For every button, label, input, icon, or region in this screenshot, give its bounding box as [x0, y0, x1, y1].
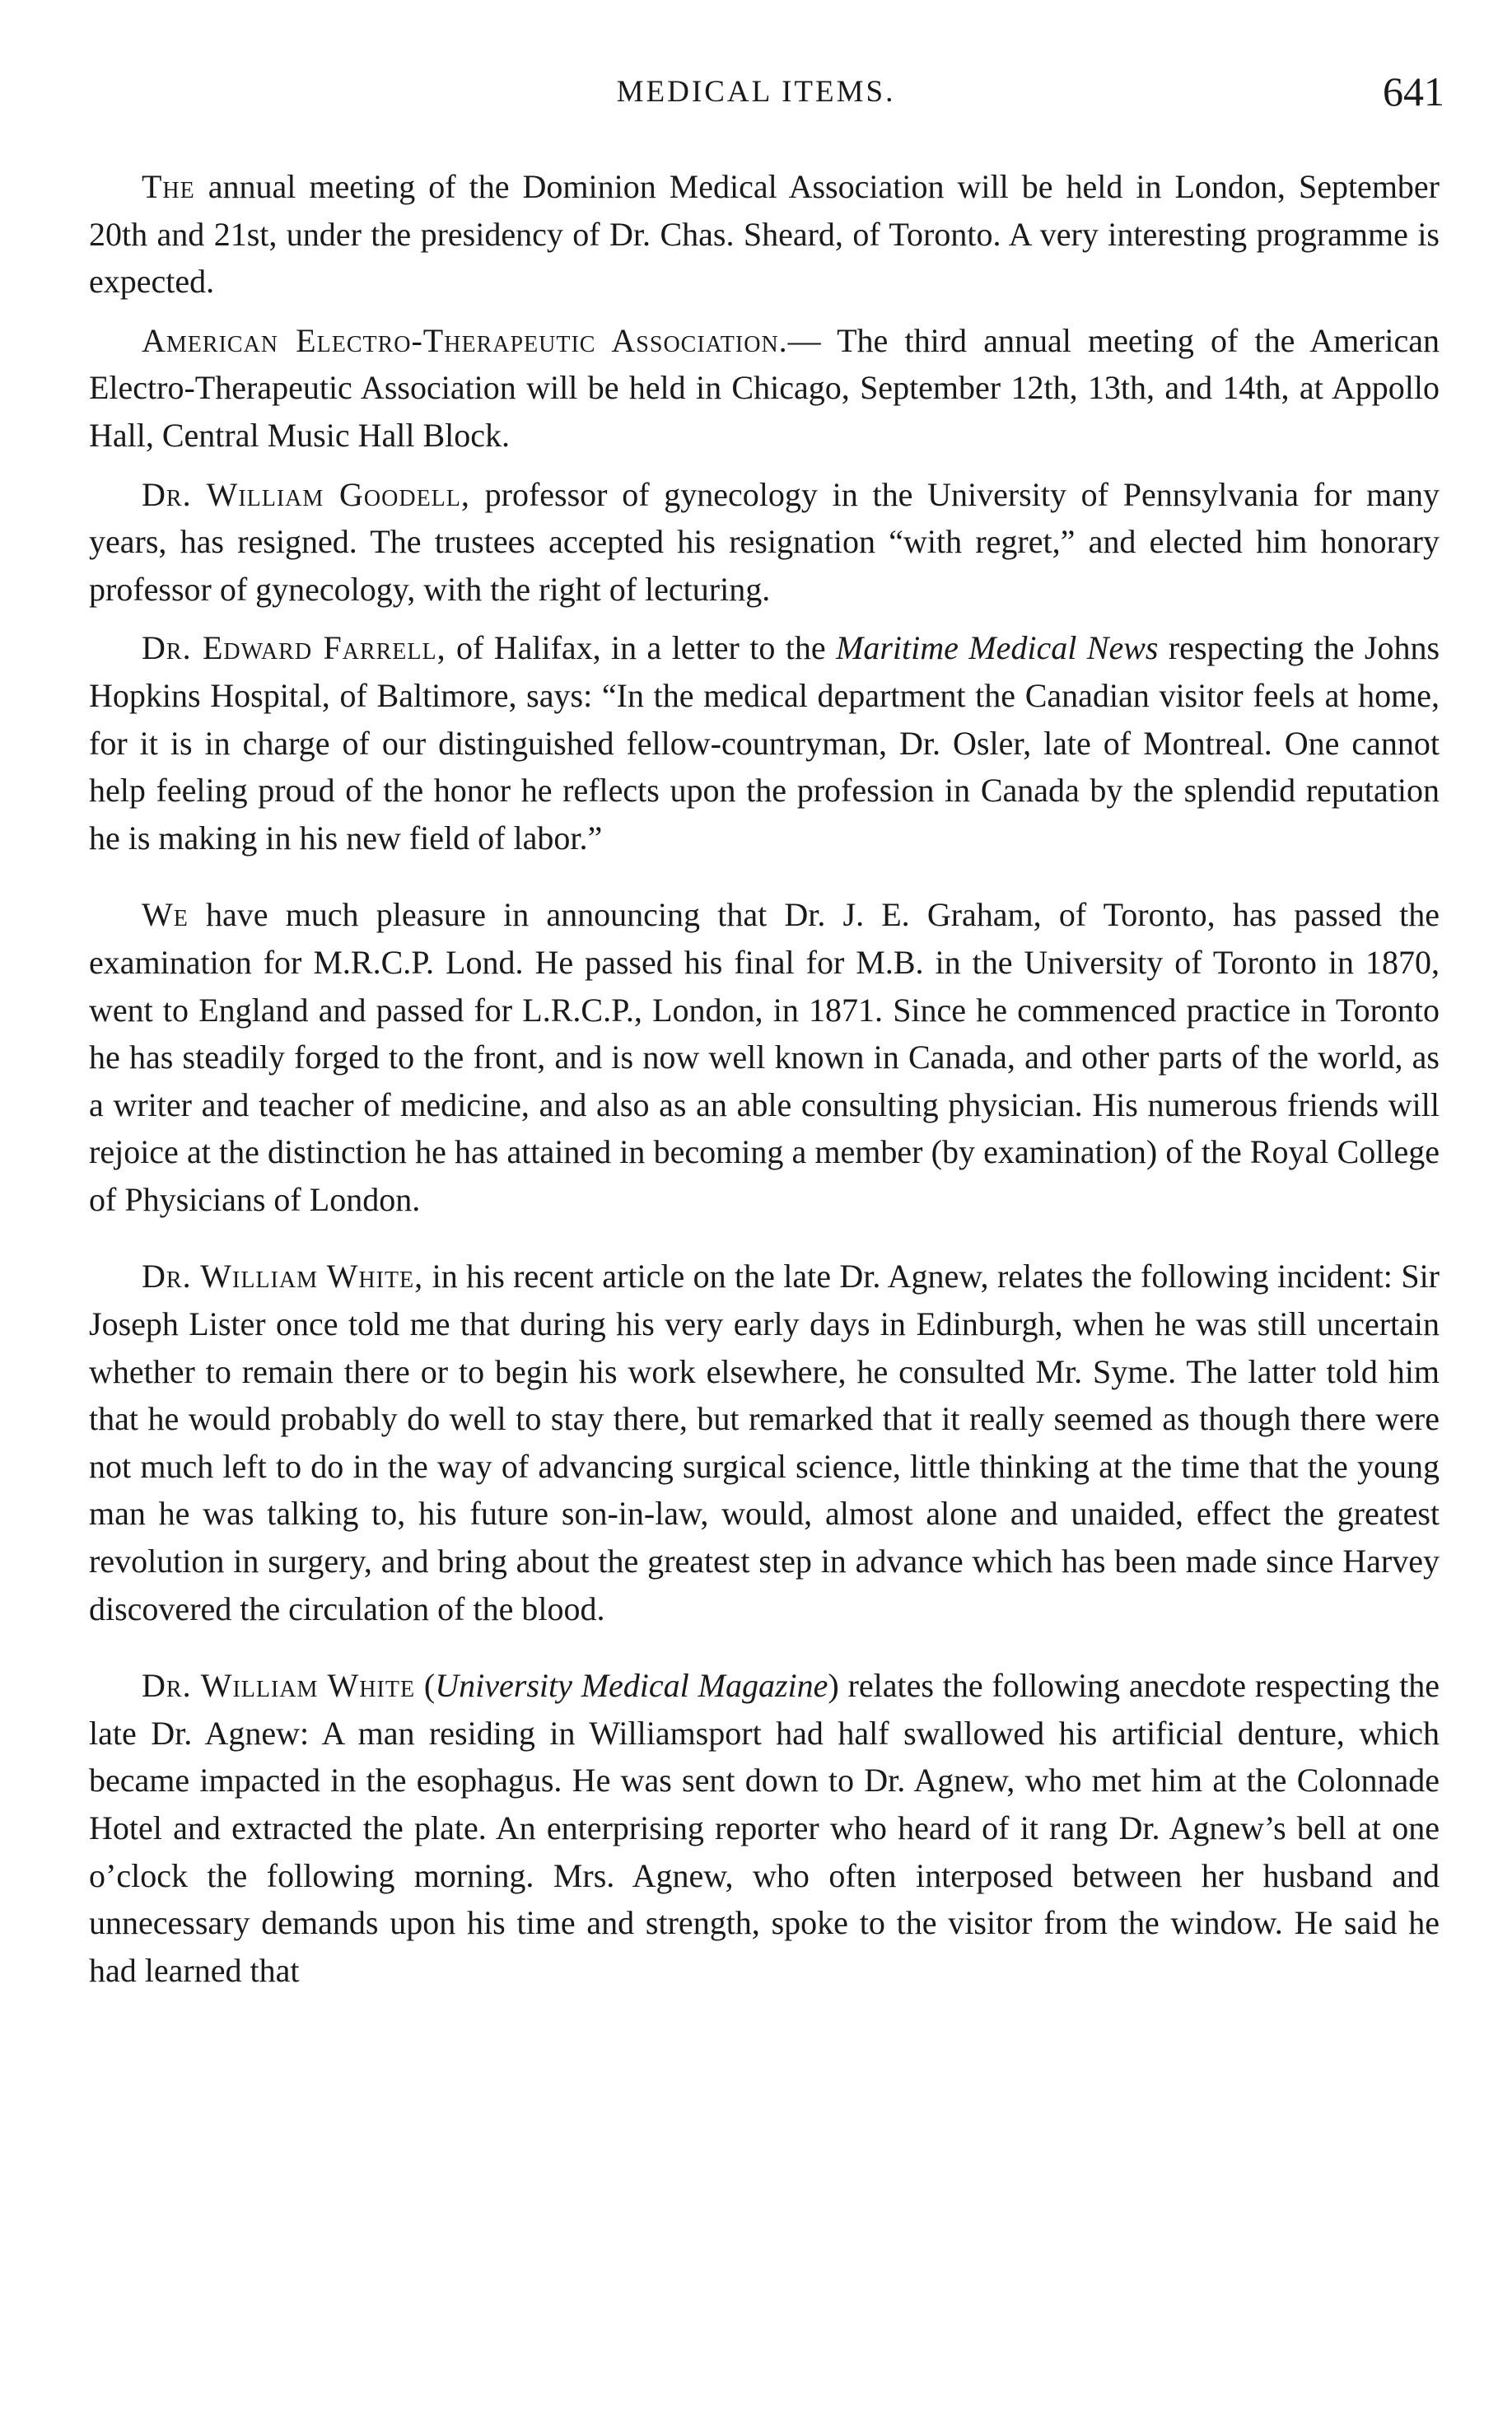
paragraph-dominion-meeting: [89, 163, 1440, 306]
paragraph-goodell: [89, 471, 1440, 614]
paragraph-lead: The: [142, 168, 195, 205]
body-text: [89, 163, 1440, 1994]
paragraph-text: of Halifax, in a letter to the: [446, 629, 837, 667]
paragraph-lead: We: [142, 896, 189, 934]
paragraph-text: have much pleasure in announcing that Dr. J. E. Graham, of Toronto, has passed the examination for M.R.C.P. Lond. He passed his final for M.B. in the University of Toronto in 1870, went to England and passed for L.R.C.P., London, in 1871. Since he commenced practice in Toronto he has steadily forged to the front, and is now well known in Canada, and other parts of the world, as a writer and teacher of medicine, and also as an able consulting physician. His numerous friends will rejoice at the distinction he has attained in becoming a member (by examination) of the Royal College of Physicians of London.: [89, 896, 1440, 1218]
paragraph-farrell: [89, 624, 1440, 861]
paragraph-text: professor of gynecology in the University of Pennsylvania for many years, has resigned. The trustees accepted his resignation “with regret,” and elected him honorary professor of gynecology, with the right of lecturing.: [89, 475, 1440, 608]
paragraph-text: in his recent article on the late Dr. Agnew, relates the following incident: Sir Joseph Lister once told me that during his very early days in Edinburgh, when he was still uncertain whether to remain there or to begin his work elsewhere, he consulted Mr. Syme. The latter told him that he would probably do well to stay there, but remarked that it really seemed as though there were not much left to do in the way of advancing surgical science, little thinking at the time that the young man he was talking to, his future son-in-law, would, almost alone and unaided, effect the greatest revolution in surgery, and bring about the greatest step in advance which has been made since Harvey discovered the circulation of the blood.: [89, 1258, 1440, 1627]
paragraph-lead: Dr. Edward Farrell,: [142, 629, 446, 667]
paragraph-lead: Dr. William White,: [142, 1258, 424, 1295]
paragraph-text: annual meeting of the Dominion Medical Association will be held in London, September 20th and 21st, under the presidency of Dr. Chas. Sheard, of Toronto. A very interesting programme is expected.: [89, 168, 1440, 301]
journal-title: Maritime Medical News: [836, 629, 1159, 667]
paragraph-graham: [89, 891, 1440, 1223]
paragraph-lead: American Electro-Therapeutic Association.: [142, 321, 788, 359]
paragraph-text: respecting the Johns Hopkins Hospital, of Baltimore, says: “In the medical department the Canadian visitor feels at home, for it is in charge of our distinguished fellow-countryman, Dr. Osler, late of Montreal. One cannot help feeling proud of the honor he reflects upon the profession in Canada by the splendid reputation he is making in his new field of labor.”: [89, 629, 1440, 857]
paragraph-text: — The third annual meeting of the American Electro-Therapeutic Association will be held in Chicago, September 12th, 13th, and 14th, at Appollo Hall, Central Music Hall Block.: [89, 321, 1440, 454]
paragraph-lead: Dr. William Goodell,: [142, 475, 470, 513]
running-header: [0, 68, 1512, 117]
journal-title: University Medical Magazine: [435, 1667, 828, 1705]
page-number: 641: [1383, 68, 1444, 114]
paragraph-white-agnew: [89, 1662, 1440, 1994]
paragraph-electro-therapeutic: [89, 317, 1440, 460]
paragraph-lead: Dr. William White: [142, 1667, 416, 1705]
running-title: MEDICAL ITEMS.: [616, 75, 896, 109]
paragraph-text: ) relates the following anecdote respecting the late Dr. Agnew: A man residing in Williamsport had half swallowed his artificial denture, which became impacted in the esophagus. He was sent down to Dr. Agnew, who met him at the Colonnade Hotel and extracted the plate. An enterprising reporter who heard of it rang Dr. Agnew’s bell at one o’clock the following morning. Mrs. Agnew, who often interposed between her husband and unnecessary demands upon his time and strength, spoke to the visitor from the window. He said he had learned that: [89, 1667, 1440, 1989]
paragraph-white-lister: [89, 1253, 1440, 1632]
paragraph-text: (: [415, 1667, 436, 1705]
